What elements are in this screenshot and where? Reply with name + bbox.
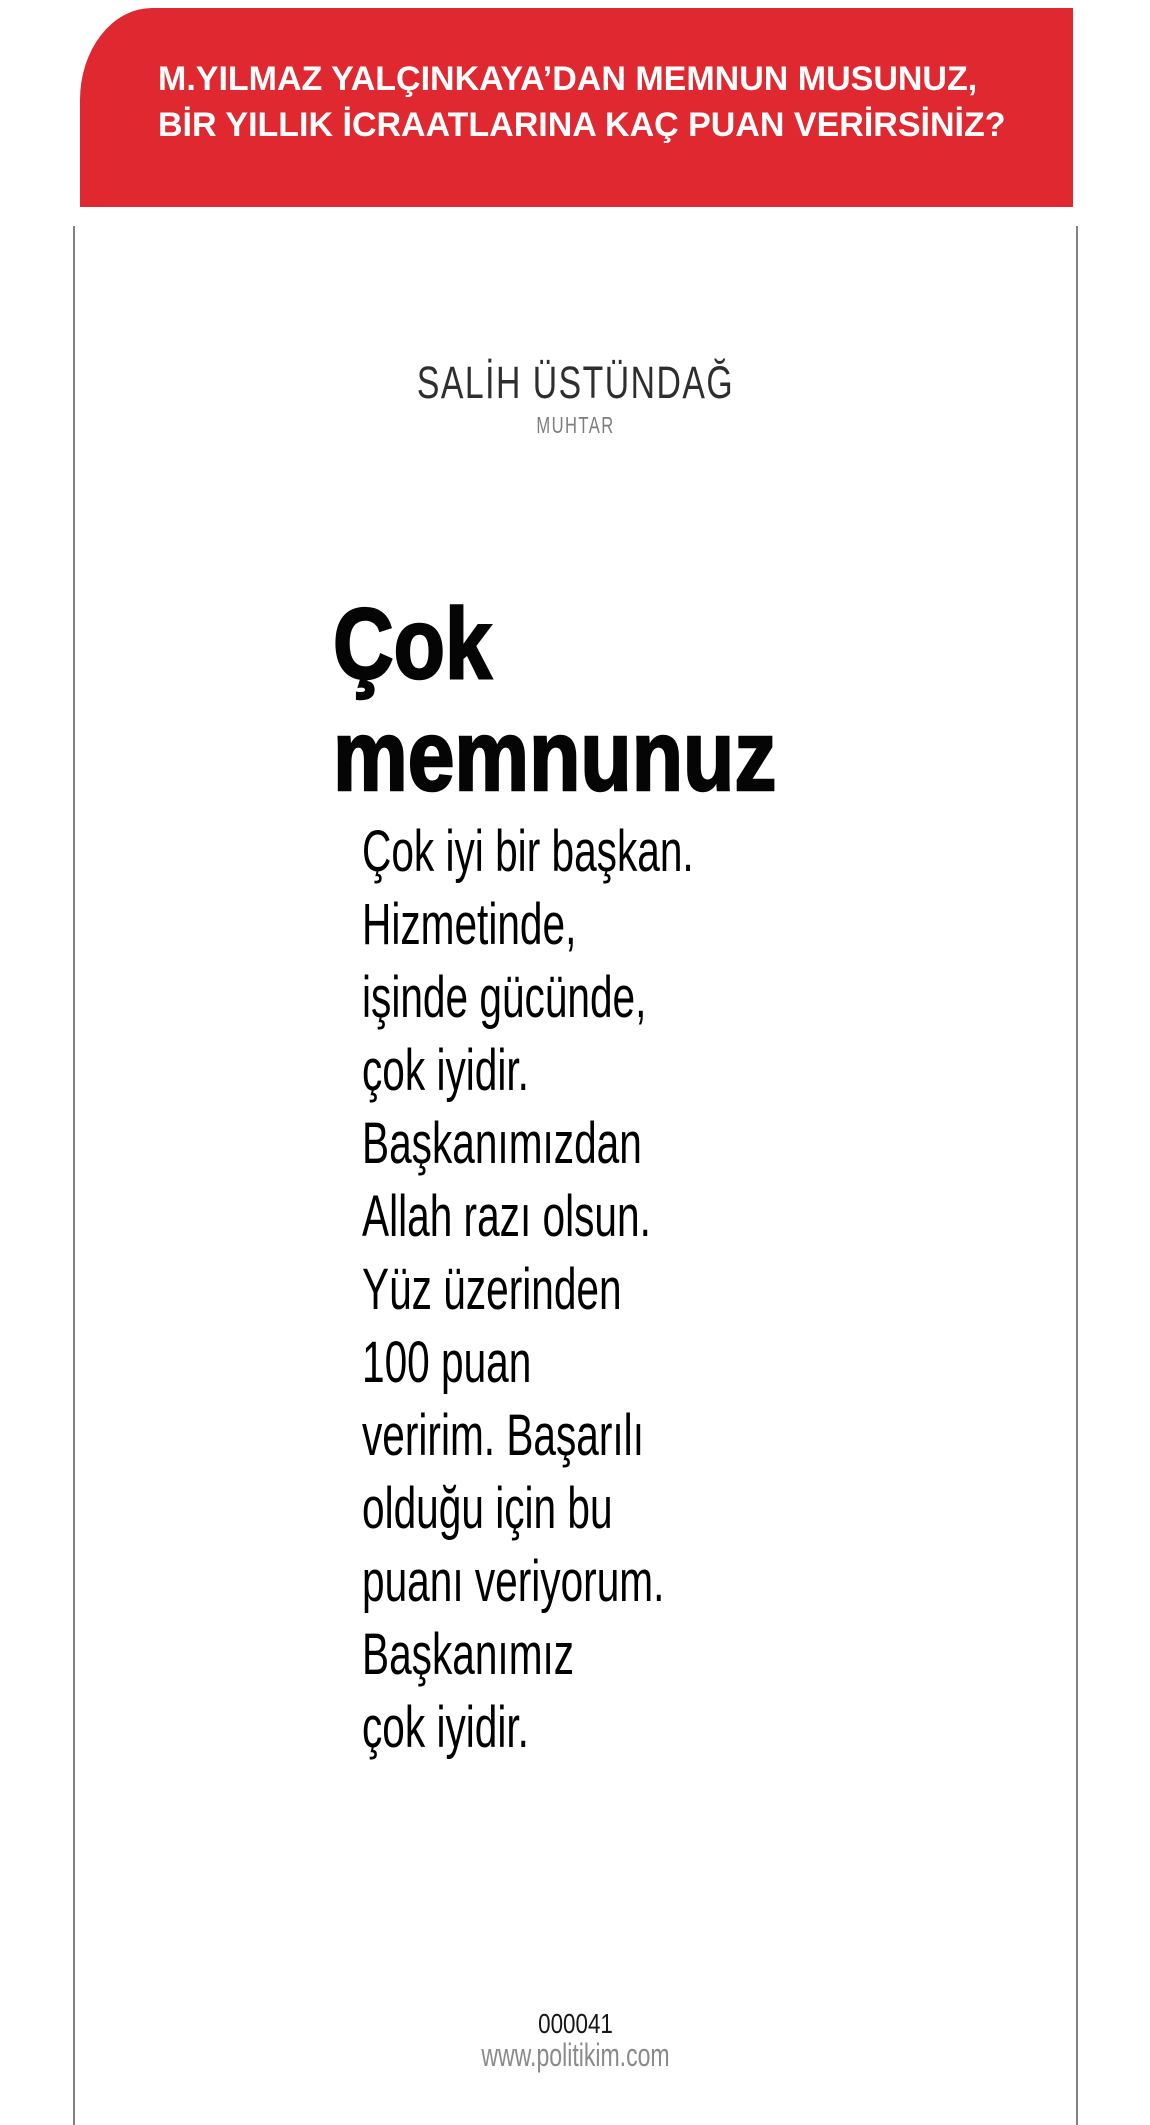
quote-line: Başkanımızdan	[362, 1111, 642, 1176]
quote-line: Başkanımız	[362, 1622, 575, 1687]
banner-question-line2: BİR YILLIK İCRAATLARINA KAÇ PUAN VERİRSİNİZ?	[158, 106, 1006, 144]
question-banner	[80, 8, 1073, 207]
quote-line: çok iyidir.	[362, 1038, 529, 1103]
quote-line: Çok iyi bir başkan.	[362, 819, 694, 884]
quote-headline	[333, 588, 776, 812]
quote-headline-line1: Çok	[333, 588, 492, 700]
quote-line: Hizmetinde,	[362, 892, 577, 957]
record-number: 000041	[538, 2008, 613, 2039]
banner-question-line1: M.YILMAZ YALÇINKAYA’DAN MEMNUN MUSUNUZ,	[158, 60, 978, 98]
quote-body	[362, 815, 694, 1764]
quote-line: olduğu için bu	[362, 1476, 613, 1541]
quote-line: puanı veriyorum.	[362, 1549, 665, 1614]
person-title: MUHTAR	[536, 412, 615, 438]
quote-line: çok iyidir.	[362, 1695, 529, 1760]
website-url: www.politikim.com	[481, 2037, 670, 2073]
banner-question	[158, 56, 1053, 148]
person-name: SALİH ÜSTÜNDAĞ	[416, 357, 735, 408]
quote-line: 100 puan	[362, 1330, 532, 1395]
quote-line: veririm. Başarılı	[362, 1403, 644, 1468]
right-frame-line	[1076, 226, 1078, 2125]
quote-line: Allah razı olsun.	[362, 1184, 651, 1249]
quote-line: işinde gücünde,	[362, 965, 647, 1030]
quote-line: Yüz üzerinden	[362, 1257, 622, 1322]
quote-headline-line2: memnunuz	[333, 700, 777, 812]
left-frame-line	[73, 226, 75, 2125]
